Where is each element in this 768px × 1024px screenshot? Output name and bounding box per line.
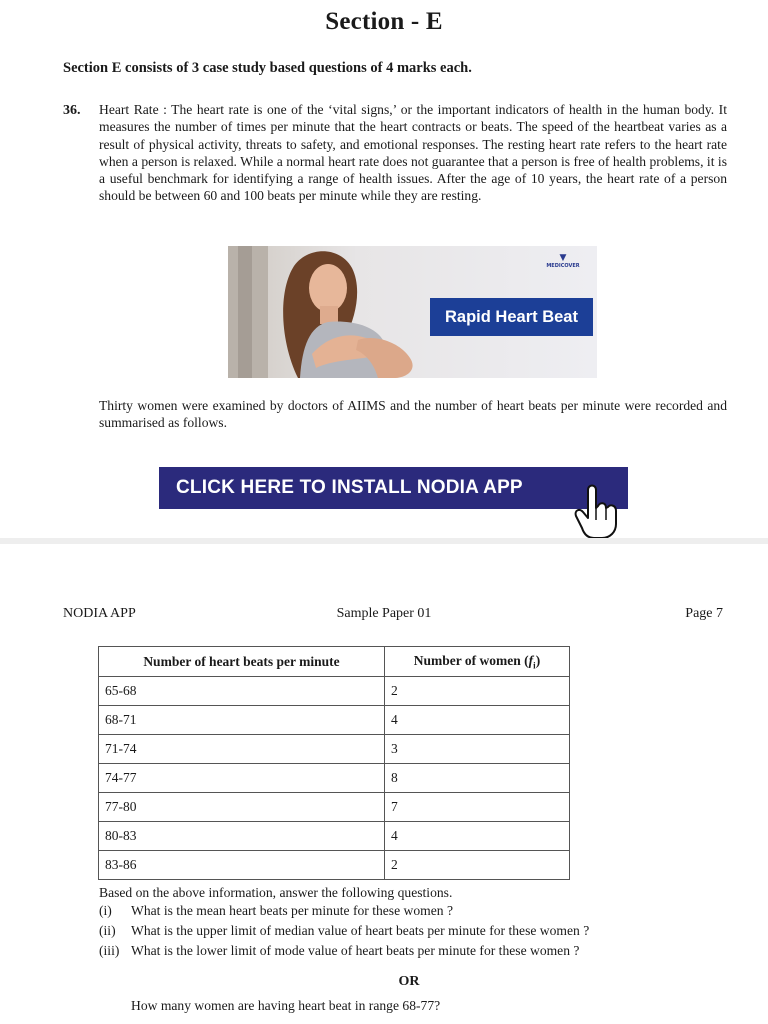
install-app-button[interactable] — [159, 467, 628, 509]
table-cell: 74-77 — [99, 764, 385, 793]
question-item — [99, 941, 589, 961]
questions-intro: Based on the above information, answer the following questions. — [99, 885, 453, 900]
table-cell: 68-71 — [99, 706, 385, 735]
footer-page-number: Page 7 — [685, 606, 723, 621]
table-row — [99, 677, 570, 706]
table-cell: 65-68 — [99, 677, 385, 706]
footer-paper-name: Sample Paper 01 — [336, 606, 432, 621]
pointer-hand-icon[interactable] — [574, 480, 620, 540]
table-cell: 8 — [385, 764, 570, 793]
rapid-heart-beat-image — [228, 246, 597, 378]
table-header-heartbeats: Number of heart beats per minute — [99, 647, 385, 677]
question-item-text: What is the upper limit of median value of heart beats per minute for these women ? — [131, 923, 590, 938]
page-divider — [0, 538, 768, 544]
table-cell: 2 — [385, 677, 570, 706]
section-intro: Section E consists of 3 case study based questions of 4 marks each. — [63, 60, 472, 76]
question-item-text: What is the mean heart beats per minute for these women ? — [131, 903, 453, 918]
table-row — [99, 793, 570, 822]
question-item-number: (iii) — [99, 943, 120, 958]
install-app-button-label: CLICK HERE TO INSTALL NODIA APP — [176, 477, 523, 498]
table-row — [99, 764, 570, 793]
medicover-logo — [535, 254, 591, 269]
table-cell: 77-80 — [99, 793, 385, 822]
table-header-row — [99, 647, 570, 677]
alternative-question: How many women are having heart beat in range 68-77? — [131, 998, 441, 1013]
table-cell: 2 — [385, 851, 570, 880]
table-cell: 83-86 — [99, 851, 385, 880]
question-paragraph-2: Thirty women were examined by doctors of AIIMS and the number of heart beats per minute were recorded and summarised as follows. — [99, 398, 727, 431]
table-cell: 71-74 — [99, 735, 385, 764]
question-item-number: (ii) — [99, 923, 116, 938]
table-cell: 7 — [385, 793, 570, 822]
questions-block — [99, 884, 589, 961]
or-label: OR — [398, 974, 420, 989]
table-cell: 80-83 — [99, 822, 385, 851]
image-label: Rapid Heart Beat — [430, 298, 593, 336]
table-cell: 3 — [385, 735, 570, 764]
table-row — [99, 735, 570, 764]
table-row — [99, 851, 570, 880]
question-item-number: (i) — [99, 903, 112, 918]
footer-app-name: NODIA APP — [63, 606, 136, 621]
question-paragraph: Heart Rate : The heart rate is one of the ‘vital signs,’ or the important indicators of health in the human body. It measures the number of times per minute that the heart contracts or beats. The speed of the heartbeat varies as a result of physical activity, threats to safety, and emotional responses. The resting heart rate refers to the heart rate when a person is relaxed. While a normal heart rate does not guarantee that a person is free of health problems, it is a useful benchmark for identifying a range of health issues. After the age of 10 years, the heart rate of a person should be between 60 and 100 beats per minute while they are resting. — [99, 102, 727, 204]
question-item-text: What is the lower limit of mode value of heart beats per minute for these women ? — [131, 943, 580, 958]
table-cell: 4 — [385, 706, 570, 735]
table-row — [99, 822, 570, 851]
table-row — [99, 706, 570, 735]
question-item — [99, 901, 589, 921]
question-number: 36. — [63, 103, 81, 118]
logo-mark-icon: ▼ — [559, 253, 567, 263]
frequency-table — [98, 646, 570, 880]
logo-text: MEDICOVER — [546, 263, 580, 269]
table-header-women: Number of women $(f_i)$ — [385, 647, 570, 677]
section-title: Section - E — [325, 8, 443, 35]
table-cell: 4 — [385, 822, 570, 851]
question-item — [99, 921, 589, 941]
